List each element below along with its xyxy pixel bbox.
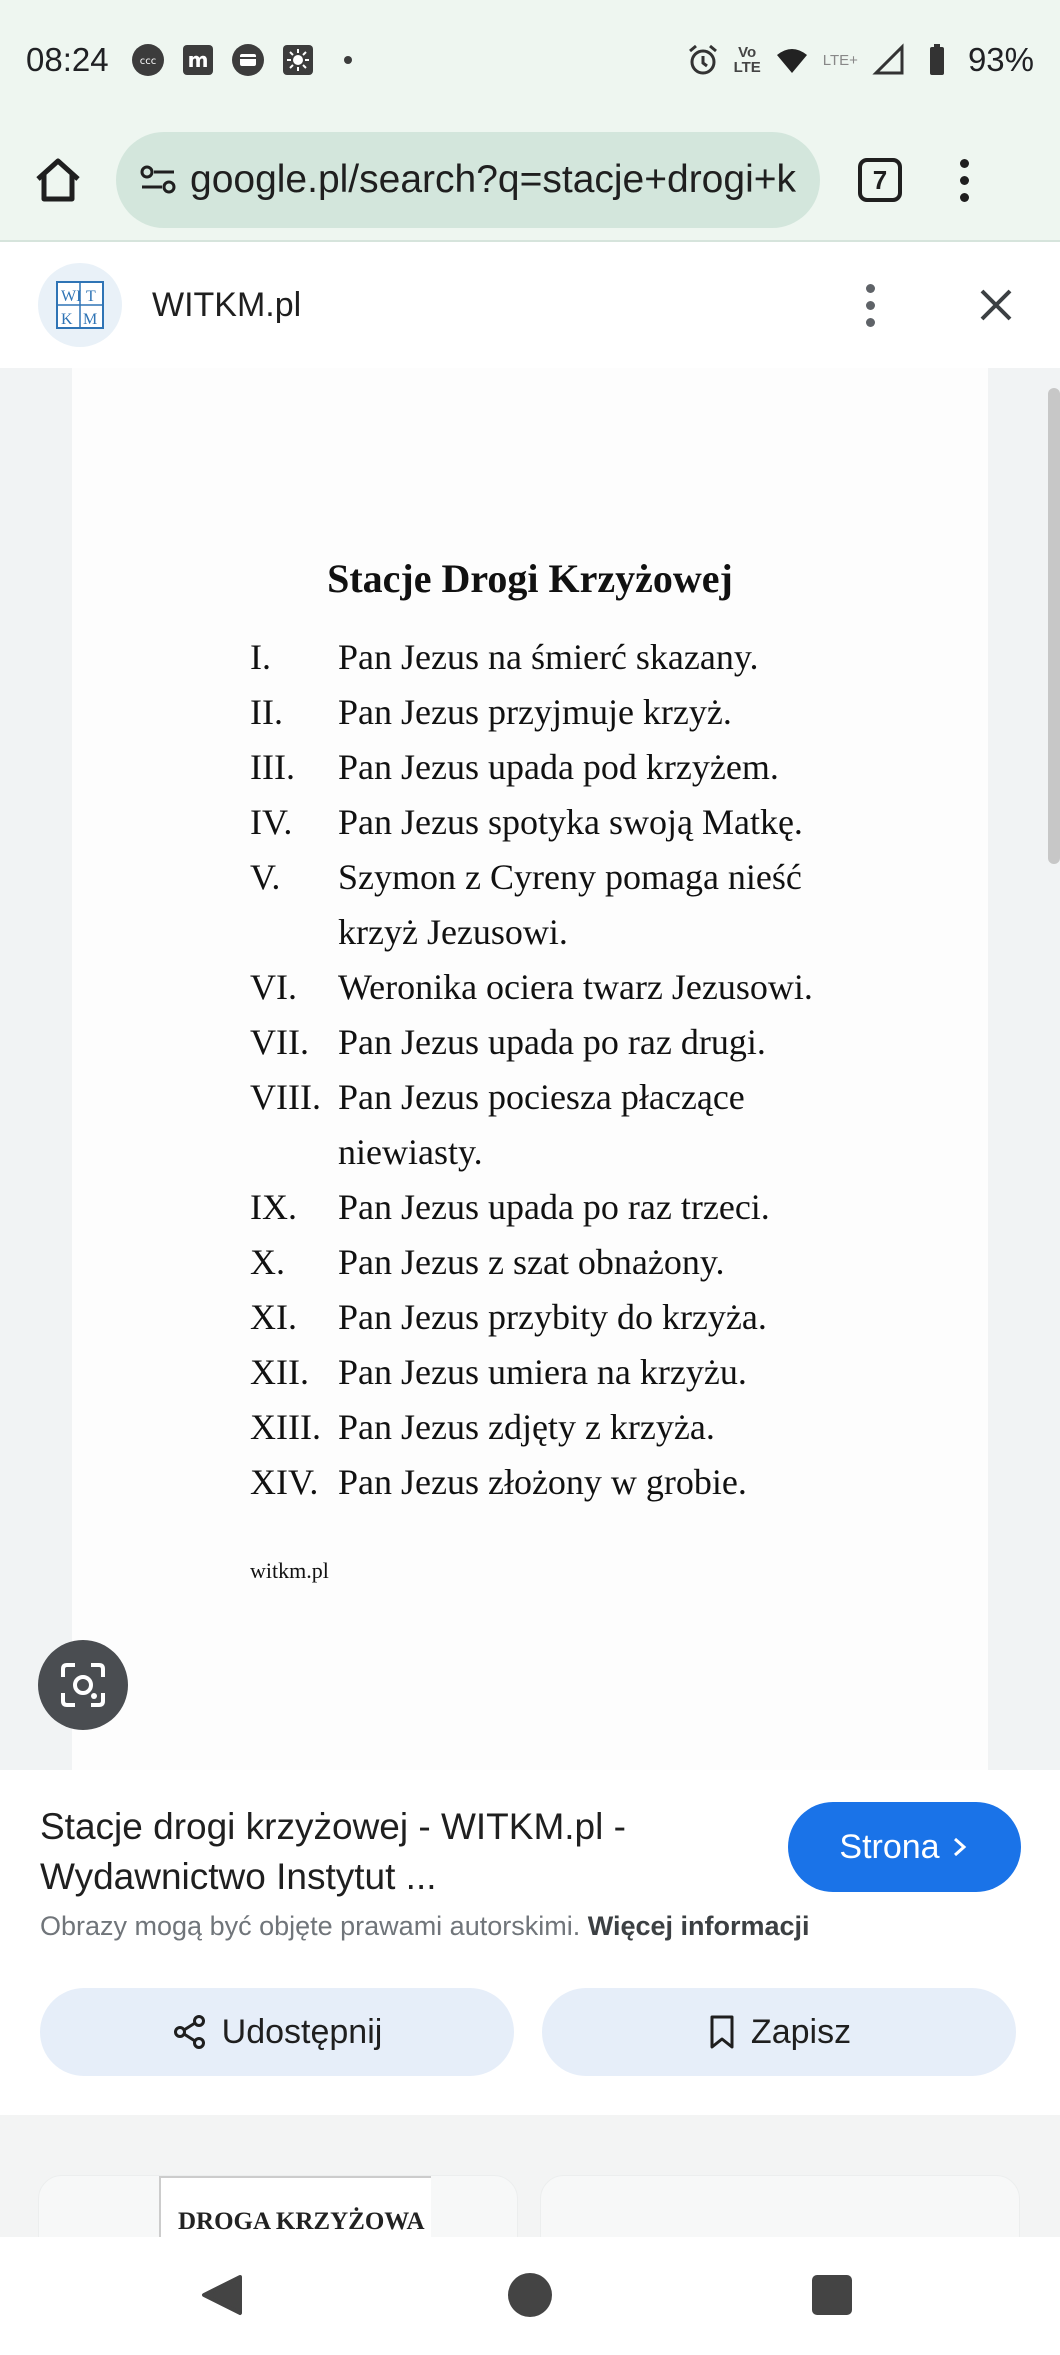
station-number: III. [250, 747, 295, 787]
station-text: Pan Jezus pociesza płaczące niewiasty. [338, 1077, 745, 1172]
svg-text:K: K [61, 311, 73, 328]
station-text: Pan Jezus upada pod krzyżem. [338, 747, 779, 787]
station-number: XI. [250, 1297, 297, 1337]
station-item [250, 1290, 858, 1345]
image-info-panel [0, 1770, 1060, 2115]
home-icon [33, 155, 83, 205]
chevron-right-icon [950, 1835, 970, 1859]
document-title: Stacje Drogi Krzyżowej [327, 556, 733, 601]
svg-text:M: M [83, 311, 98, 328]
station-text: Pan Jezus zdjęty z krzyża. [338, 1407, 715, 1447]
related-card[interactable] [540, 2175, 1020, 2237]
station-text: Pan Jezus upada po raz drugi. [338, 1022, 766, 1062]
svg-text:T: T [86, 288, 96, 305]
more-info-link[interactable]: Więcej informacji [587, 1911, 810, 1941]
station-item [250, 630, 858, 685]
visit-site-button[interactable] [788, 1802, 1021, 1892]
signal-icon [872, 43, 906, 77]
source-header [0, 240, 1060, 368]
document-footer: witkm.pl [250, 1558, 329, 1583]
station-text: Pan Jezus złożony w grobie. [338, 1462, 747, 1502]
related-images [0, 2115, 1060, 2237]
address-bar[interactable] [116, 132, 820, 228]
back-icon[interactable] [200, 2273, 244, 2317]
station-text: Pan Jezus na śmierć skazany. [338, 637, 759, 677]
station-number: XII. [250, 1352, 309, 1392]
station-text: Pan Jezus upada po raz trzeci. [338, 1187, 770, 1227]
station-number: IX. [250, 1187, 297, 1227]
dot-icon [331, 43, 365, 77]
station-number: I. [250, 637, 271, 677]
station-item [250, 1455, 858, 1510]
volte-icon: Vo LTE [733, 44, 761, 76]
station-number: II. [250, 692, 283, 732]
close-icon[interactable] [974, 283, 1018, 327]
bookmark-icon [707, 2014, 737, 2050]
share-label: Udostępnij [221, 2012, 383, 2051]
station-item [250, 1400, 858, 1455]
station-number: X. [250, 1242, 285, 1282]
alarm-icon [686, 43, 720, 77]
lens-icon [57, 1659, 109, 1711]
station-text: Szymon z Cyreny pomaga nieść krzyż Jezusowi. [338, 857, 802, 952]
browser-menu-button[interactable] [956, 159, 972, 202]
station-item [250, 740, 858, 795]
copyright-text: Obrazy mogą być objęte prawami autorskimi. [40, 1911, 581, 1941]
station-text: Pan Jezus umiera na krzyżu. [338, 1352, 747, 1392]
svg-text:WI: WI [61, 288, 82, 305]
station-number: IV. [250, 802, 293, 842]
station-number: XIII. [250, 1407, 321, 1447]
station-number: VIII. [250, 1077, 321, 1117]
station-item [250, 850, 858, 960]
tab-switcher-button[interactable]: 7 [858, 158, 902, 202]
image-viewer[interactable] [0, 368, 1060, 1770]
battery-level: 93% [967, 41, 1034, 78]
result-title[interactable]: Stacje drogi krzyżowej - WITKM.pl - Wydawnictwo Instytut ... [40, 1806, 626, 1897]
station-item [250, 795, 858, 850]
share-button[interactable] [40, 1988, 514, 2076]
system-nav-bar [0, 2237, 1060, 2355]
wallet-icon [231, 43, 265, 77]
document-image [72, 368, 988, 1770]
save-button[interactable] [542, 1988, 1016, 2076]
browser-toolbar [0, 120, 1060, 240]
copyright-notice [40, 1911, 810, 1942]
m-app-icon [181, 43, 215, 77]
status-time: 08:24 [26, 41, 109, 78]
share-icon [172, 2014, 208, 2050]
more-options-button[interactable] [862, 284, 878, 327]
lens-search-button[interactable] [38, 1640, 128, 1730]
home-nav-button[interactable] [508, 2273, 552, 2317]
url-text[interactable]: google.pl/search?q=stacje+drogi+k [190, 158, 797, 201]
save-label: Zapisz [750, 2012, 852, 2051]
site-logo [38, 263, 122, 347]
station-number: VI. [250, 967, 297, 1007]
station-item [250, 1345, 858, 1400]
wifi-icon [775, 43, 809, 77]
visit-site-label: Strona [839, 1827, 940, 1866]
station-item [250, 1180, 858, 1235]
svg-text:ccc: ccc [139, 56, 156, 67]
battery-icon [920, 43, 954, 77]
station-number: XIV. [250, 1462, 319, 1502]
station-number: VII. [250, 1022, 309, 1062]
station-number: V. [250, 857, 281, 897]
station-text: Pan Jezus z szat obnażony. [338, 1242, 725, 1282]
lte-plus-label: LTE+ [822, 51, 858, 69]
station-item [250, 1235, 858, 1290]
station-text: Pan Jezus przybity do krzyża. [338, 1297, 767, 1337]
station-item [250, 1070, 858, 1180]
related-card-title: DROGA KRZYŻOWA [178, 2208, 425, 2235]
station-text: Pan Jezus spotyka swoją Matkę. [338, 802, 803, 842]
station-item [250, 685, 858, 740]
brightness-icon [281, 43, 315, 77]
recents-button[interactable] [812, 2275, 852, 2315]
home-button[interactable] [26, 148, 90, 212]
ccc-icon [131, 43, 165, 77]
station-item [250, 960, 858, 1015]
svg-text:m: m [187, 48, 209, 72]
site-name[interactable]: WITKM.pl [152, 285, 302, 324]
station-text: Pan Jezus przyjmuje krzyż. [338, 692, 732, 732]
station-text: Weronika ociera twarz Jezusowi. [338, 967, 813, 1007]
scrollbar-thumb[interactable] [1048, 388, 1060, 864]
page-info-icon [138, 160, 178, 200]
stations-list [250, 630, 858, 1510]
status-bar [0, 0, 1060, 120]
station-item [250, 1015, 858, 1070]
